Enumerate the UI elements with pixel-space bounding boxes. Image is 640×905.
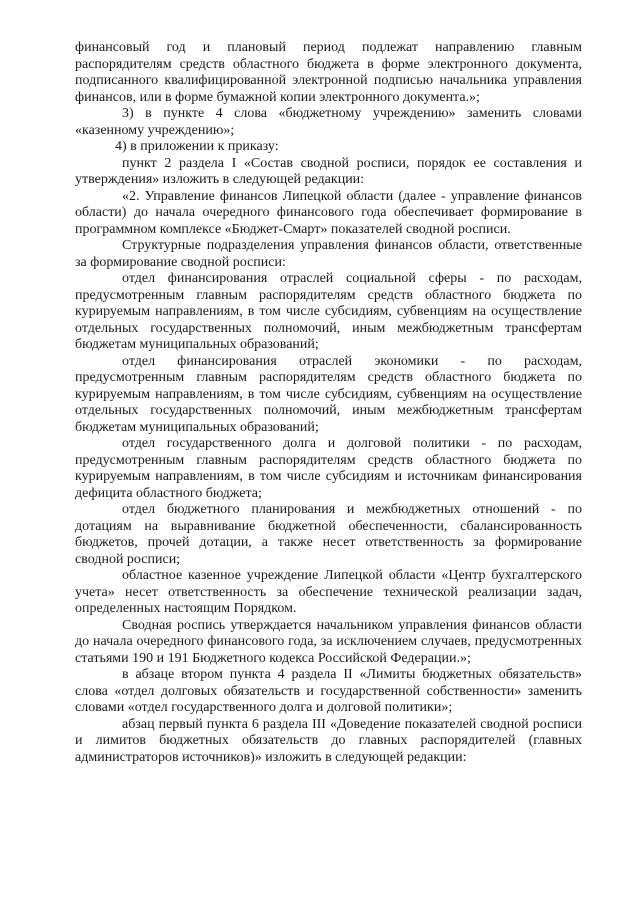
paragraph-2: 3) в пункте 4 слова «бюджетному учреждению» заменить словами «казенному учреждению»; (75, 106, 582, 138)
paragraph-4: пункт 2 раздела I «Состав сводной росписи, порядок ее составления и утверждения» изложить в следующей редакции: (75, 155, 582, 187)
paragraph-13: в абзаце втором пункта 4 раздела II «Лимиты бюджетных обязательств» слова «отдел долговых обязательств и государственной собственности» заменить словами «отдел государственного долга и долговой политики»; (75, 667, 582, 715)
paragraph-7: отдел финансирования отраслей социальной сферы - по расходам, предусмотренным главным распорядителям средств областного бюджета по курируемым направлениям, в том числе субсидиям, субвенциям на осуществление отдельных государственных полномочий, иным межбюджетным трансфертам бюджетам муниципальных образований; (75, 271, 582, 352)
paragraph-14: абзац первый пункта 6 раздела III «Доведение показателей сводной росписи и лимитов бюджетных обязательств до главных распорядителей (главных администраторов источников)» изложить в следующей редакции: (75, 716, 582, 765)
document-page (75, 40, 582, 766)
paragraph-8: отдел финансирования отраслей экономики - по расходам, предусмотренным главным распорядителям средств областного бюджета по курируемым направлениям, в том числе субсидиям, субвенциям на осуществление отдельных государственных полномочий, иным межбюджетным трансфертам бюджетам муниципальных образований; (75, 353, 582, 435)
paragraph-1: финансовый год и плановый период подлежат направлению главным распорядителям средств областного бюджета в форме электронного документа, подписанного квалифицированной электронной подписью начальника управления финансов, или в форме бумажной копии электронного документа.»; (75, 40, 582, 105)
paragraph-10: отдел бюджетного планирования и межбюджетных отношений - по дотациям на выравнивание бюджетной обеспеченности, сбалансированность бюджетов, прочей дотации, а также несет ответственность за формирование сводной росписи; (75, 502, 582, 567)
paragraph-9: отдел государственного долга и долговой политики - по расходам, предусмотренным главным распорядителям средств областного бюджета по курируемым направлениям, в том числе субсидиям и источникам финансирования дефицита областного бюджета; (75, 436, 582, 501)
paragraph-6: Структурные подразделения управления финансов области, ответственные за формирование сводной росписи: (75, 238, 582, 270)
paragraph-11: областное казенное учреждение Липецкой области «Центр бухгалтерского учета» несет ответственность за обеспечение технической реализации задач, определенных настоящим Порядком. (75, 568, 582, 616)
paragraph-5: «2. Управление финансов Липецкой области (далее - управление финансов области) до начала очередного финансового года обеспечивает формирование в программном комплексе «Бюджет-Смарт» показателей сводной росписи. (75, 188, 582, 237)
paragraph-12: Сводная роспись утверждается начальником управления финансов области до начала очередного финансового года, за исключением случаев, предусмотренных статьями 190 и 191 Бюджетного кодекса Российской Федерации.»; (75, 617, 582, 666)
paragraph-3: 4) в приложении к приказу: (115, 139, 279, 154)
